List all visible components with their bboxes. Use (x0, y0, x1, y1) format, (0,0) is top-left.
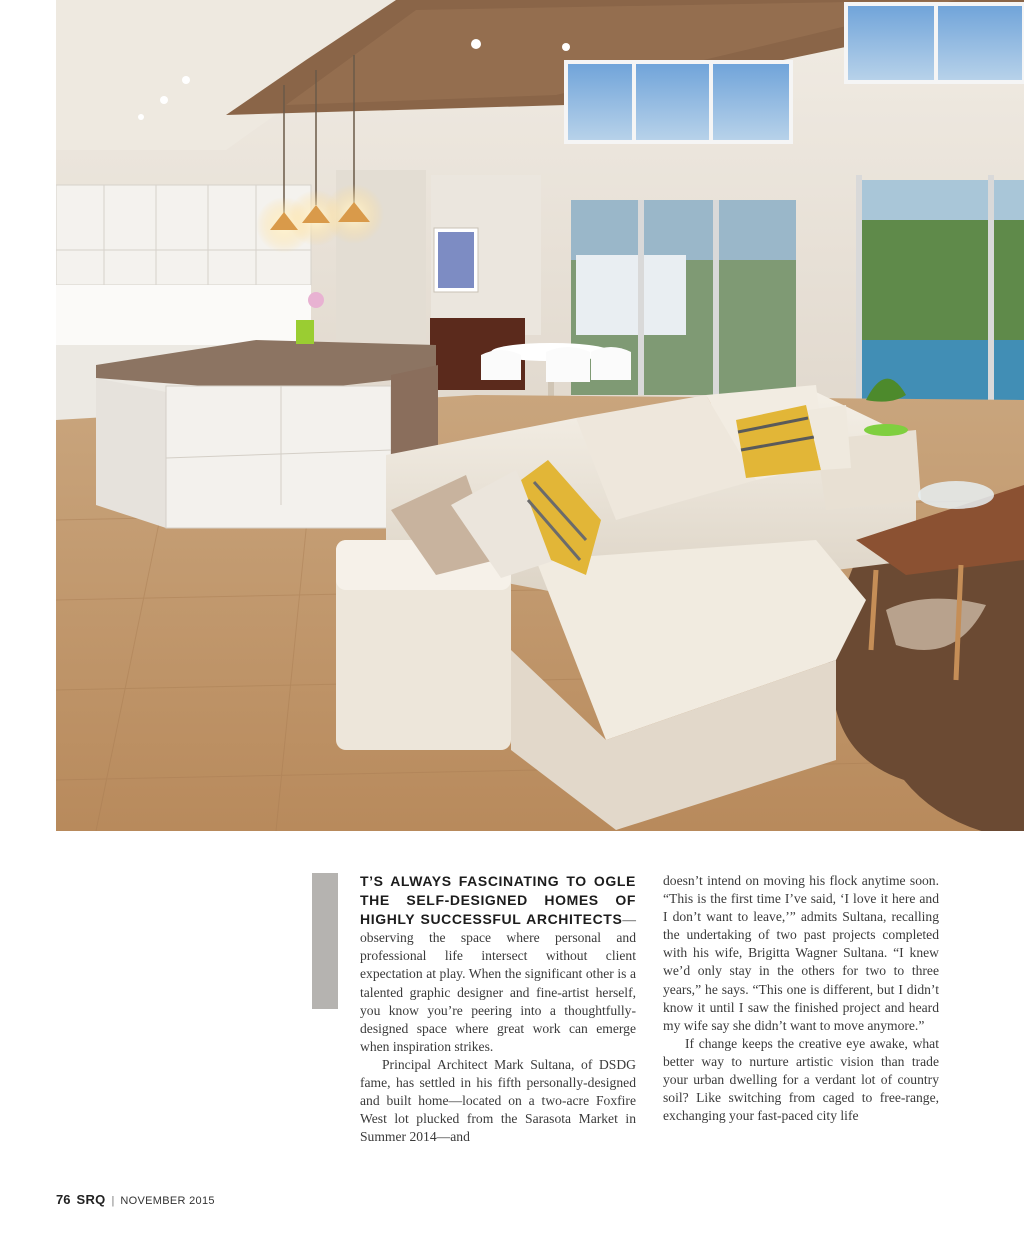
page-number: 76 (56, 1192, 71, 1207)
issue-date: NOVEMBER 2015 (120, 1195, 215, 1207)
living-room-photo (56, 0, 1024, 831)
page-footer (56, 1192, 215, 1207)
article-paragraph-3: doesn’t intend on moving his flock anytime soon. “This is the first time I’ve said, ‘I love it here and I don’t want to leave,’” admits Sultana, recalling the undertaking of two past projects completed with his wife, Brigitta Wagner Sultana. “I knew we’d only stay in the others for two to three years,” he says. “This one is different, but I didn’t know it until I saw the finished project and heard my wife say she didn’t want to move anymore.” (663, 873, 939, 1033)
article-column-2 (663, 872, 939, 1125)
article-paragraph-2: Principal Architect Mark Sultana, of DSDG fame, has settled in his fifth personally-designed and built home—located on a two-acre Foxfire West lot plucked from the Sarasota Market in Summer 2014—and (360, 1056, 636, 1145)
drop-cap-bar (312, 873, 338, 1009)
article-paragraph-1-body: —observing the space where personal and professional life intersect without client expectation at play. When the significant other is a talented graphic designer and fine-artist herself, you know you’re peering into a thoughtfully-designed space where great work can emerge when inspiration strikes. (360, 912, 636, 1054)
footer-separator: | (111, 1195, 115, 1207)
living-room-illustration (56, 0, 1024, 831)
article-lede: T’S ALWAYS FASCINATING TO OGLE THE SELF-DESIGNED HOMES OF HIGHLY SUCCESSFUL ARCHITECTS (360, 873, 636, 928)
magazine-name: SRQ (76, 1192, 106, 1207)
article-paragraph-4: If change keeps the creative eye awake, what better way to nurture artistic vision than trade your urban dwelling for a verdant lot of country soil? Like switching from caged to free-range, exchanging your fast-paced city life (663, 1035, 939, 1124)
article-paragraph-1 (360, 872, 636, 1056)
article-column-1 (360, 872, 636, 1146)
